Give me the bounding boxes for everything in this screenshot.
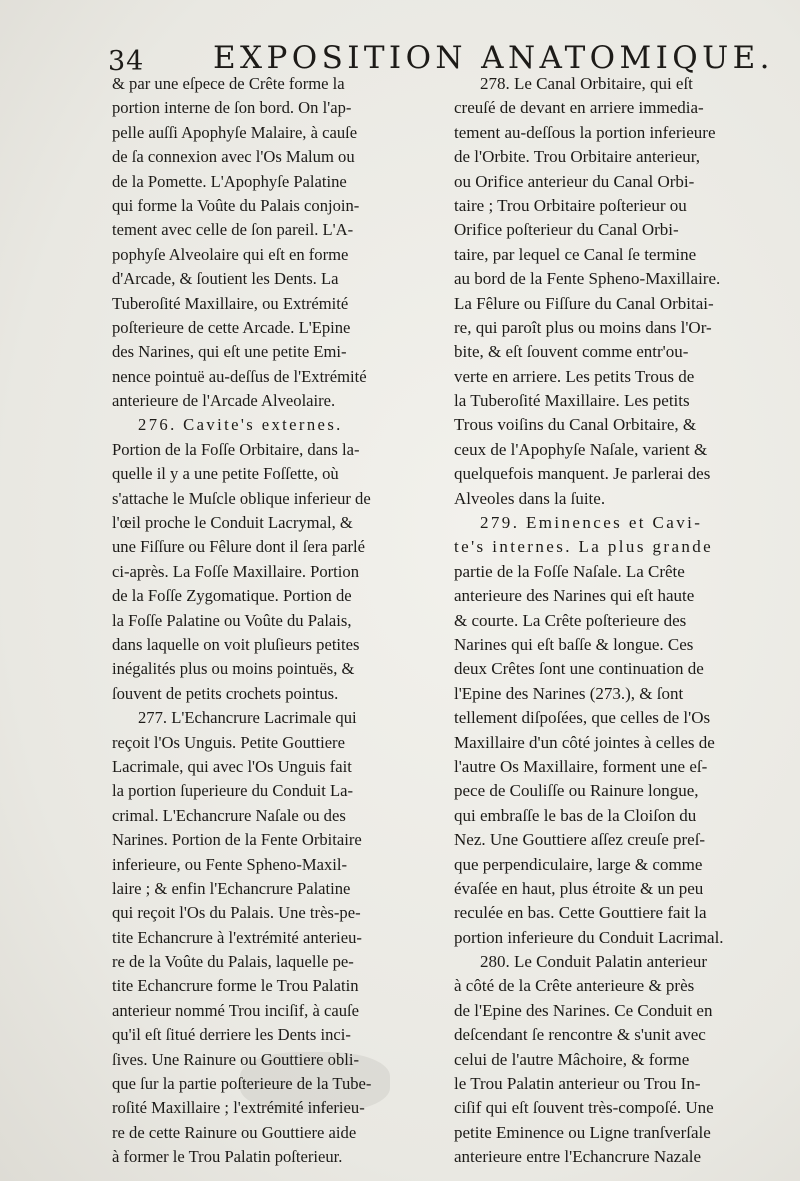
text-line: taire, par lequel ce Canal ſe termine	[454, 244, 697, 264]
text-line: quelle il y a une petite Foſſette, où	[112, 464, 339, 484]
text-line: ou Orifice anterieur du Canal Orbi-	[454, 171, 695, 191]
running-title: EXPOSITION ANATOMIQUE.	[213, 40, 774, 76]
text-line: qui forme la Voûte du Palais conjoin-	[112, 195, 360, 215]
text-line: te's internes. La plus grande	[454, 537, 714, 557]
text-line: 280. Le Conduit Palatin anterieur	[480, 952, 708, 972]
text-line: & par une eſpece de Crête forme la	[112, 74, 345, 93]
text-line: Portion de la Foſſe Orbitaire, dans la-	[112, 439, 360, 459]
text-line: laire ; & enfin l'Echancrure Palatine	[112, 878, 351, 898]
text-line: taire ; Trou Orbitaire poſterieur ou	[454, 195, 687, 215]
text-line: la Foſſe Palatine ou Voûte du Palais,	[112, 610, 352, 630]
text-line: Alveoles dans la ſuite.	[454, 488, 606, 508]
text-line: tellement diſpoſées, que celles de l'Os	[454, 708, 711, 728]
text-line: pelle auſſi Apophyſe Malaire, à cauſe	[112, 122, 358, 142]
text-line: d'Arcade, & ſoutient les Dents. La	[112, 269, 339, 289]
text-line: Narines qui eſt baſſe & longue. Ces	[454, 634, 694, 654]
text-line: 278. Le Canal Orbitaire, qui eſt	[480, 74, 693, 93]
text-line: pece de Couliſſe ou Rainure longue,	[454, 781, 699, 801]
text-line: ſives. Une Rainure ou Gouttiere obli-	[112, 1049, 360, 1069]
show-through-stain	[240, 1052, 390, 1112]
text-line: Tuberoſité Maxillaire, ou Extrémité	[112, 293, 349, 313]
text-line: portion interne de ſon bord. On l'ap-	[112, 98, 352, 118]
text-line: à côté de la Crête anterieure & près	[454, 976, 695, 996]
text-line: l'autre Os Maxillaire, forment une eſ-	[454, 756, 708, 776]
text-line: de l'Orbite. Trou Orbitaire anterieur,	[454, 147, 700, 167]
text-line: de la Pomette. L'Apophyſe Palatine	[112, 171, 347, 191]
text-line: une Fiſſure ou Fêlure dont il ſera parlé	[112, 537, 365, 557]
text-line: la portion ſuperieure du Conduit La-	[112, 781, 354, 801]
text-line: pophyſe Alveolaire qui eſt en forme	[112, 244, 349, 264]
text-line: petite Eminence ou Ligne tranſverſale	[454, 1122, 711, 1142]
text-line: s'attache le Muſcle oblique inferieur de	[112, 488, 371, 508]
text-line: deſcendant ſe rencontre & s'unit avec	[454, 1025, 706, 1045]
text-line: bite, & eſt ſouvent comme entr'ou-	[454, 342, 689, 362]
text-line: tite Echancrure à l'extrémité anterieu-	[112, 927, 362, 947]
text-line: poſterieure de cette Arcade. L'Epine	[112, 317, 351, 337]
text-line: verte en arriere. Les petits Trous de	[454, 366, 695, 386]
text-line: dans laquelle on voit pluſieurs petites	[112, 634, 360, 654]
text-line: qui reçoit l'Os du Palais. Une très-pe-	[112, 903, 361, 923]
text-line: creuſé de devant en arriere immedia-	[454, 98, 704, 118]
page-number: 34	[108, 46, 145, 77]
text-line: tite Echancrure forme le Trou Palatin	[112, 976, 359, 996]
text-line: Maxillaire d'un côté jointes à celles de	[454, 732, 715, 752]
text-line: à former le Trou Palatin poſterieur.	[112, 1147, 343, 1167]
text-line: La Fêlure ou Fiſſure du Canal Orbitai-	[454, 293, 714, 313]
text-line: Narines. Portion de la Fente Orbitaire	[112, 830, 362, 850]
text-line: quelquefois manquent. Je parlerai des	[454, 464, 711, 484]
text-line: roſité Maxillaire ; l'extrémité inferieu-	[112, 1098, 365, 1118]
text-line: des Narines, qui eſt une petite Emi-	[112, 342, 347, 362]
text-line: le Trou Palatin anterieur ou Trou In-	[454, 1074, 701, 1094]
text-line: portion inferieure du Conduit Lacrimal.	[454, 927, 724, 947]
text-line: inferieure, ou Fente Spheno-Maxil-	[112, 854, 348, 874]
text-line: crimal. L'Echancrure Naſale ou des	[112, 805, 346, 825]
text-line: la Tuberoſité Maxillaire. Les petits	[454, 391, 690, 411]
text-line: Nez. Une Gouttiere aſſez creuſe preſ-	[454, 830, 706, 850]
text-line: re, qui paroît plus ou moins dans l'Or-	[454, 317, 712, 337]
text-line: de la Foſſe Zygomatique. Portion de	[112, 586, 352, 606]
text-line: inégalités plus ou moins pointuës, &	[112, 659, 355, 679]
text-line: anterieure des Narines qui eſt haute	[454, 586, 695, 606]
text-line: évaſée en haut, plus étroite & un peu	[454, 878, 704, 898]
text-line: qui embraſſe le bas de la Cloiſon du	[454, 805, 697, 825]
text-line: tement au-deſſous la portion inferieure	[454, 122, 716, 142]
text-line: reculée en bas. Cette Gouttiere fait la	[454, 903, 707, 923]
text-line: au bord de la Fente Spheno-Maxillaire.	[454, 269, 721, 289]
left-text-column	[112, 72, 418, 1170]
text-line: partie de la Foſſe Naſale. La Crête	[454, 561, 685, 581]
text-line: re de cette Rainure ou Gouttiere aide	[112, 1122, 357, 1142]
text-line: reçoit l'Os Unguis. Petite Gouttiere	[112, 732, 345, 752]
text-line: deux Crêtes ſont une continuation de	[454, 659, 704, 679]
text-line: anterieure entre l'Echancrure Nazale	[454, 1147, 702, 1167]
text-line: Trous voiſins du Canal Orbitaire, &	[454, 415, 697, 435]
text-line: & courte. La Crête poſterieure des	[454, 610, 687, 630]
text-line: anterieure de l'Arcade Alveolaire.	[112, 391, 336, 411]
text-line: celui de l'autre Mâchoire, & forme	[454, 1049, 690, 1069]
text-line: l'œil proche le Conduit Lacrymal, &	[112, 513, 353, 533]
text-line: ci-après. La Foſſe Maxillaire. Portion	[112, 561, 359, 581]
text-line: 279. Eminences et Cavi-	[480, 513, 703, 533]
text-line: Lacrimale, qui avec l'Os Unguis fait	[112, 756, 352, 776]
text-line: 277. L'Echancrure Lacrimale qui	[138, 708, 357, 728]
right-text-column	[454, 72, 771, 1170]
text-line: que perpendiculaire, large & comme	[454, 854, 703, 874]
text-line: anterieur nommé Trou inciſif, à cauſe	[112, 1000, 359, 1020]
text-line: ceux de l'Apophyſe Naſale, varient &	[454, 439, 708, 459]
text-line: ciſif qui eſt ſouvent très-compoſé. Une	[454, 1098, 714, 1118]
text-line: re de la Voûte du Palais, laquelle pe-	[112, 952, 354, 972]
text-line: de ſa connexion avec l'Os Malum ou	[112, 147, 355, 167]
text-line: ſouvent de petits crochets pointus.	[112, 683, 339, 703]
text-line: que ſur la partie poſterieure de la Tube-	[112, 1074, 372, 1094]
text-line: qu'il eſt ſitué derriere les Dents inci-	[112, 1025, 351, 1045]
text-line: l'Epine des Narines (273.), & ſont	[454, 683, 684, 703]
text-line: nence pointuë au-deſſus de l'Extrémité	[112, 366, 367, 386]
text-line: tement avec celle de ſon pareil. L'A-	[112, 220, 354, 240]
text-line: Orifice poſterieur du Canal Orbi-	[454, 220, 679, 240]
text-line: de l'Epine des Narines. Ce Conduit en	[454, 1000, 713, 1020]
text-line: 276. Cavite's externes.	[138, 415, 343, 435]
